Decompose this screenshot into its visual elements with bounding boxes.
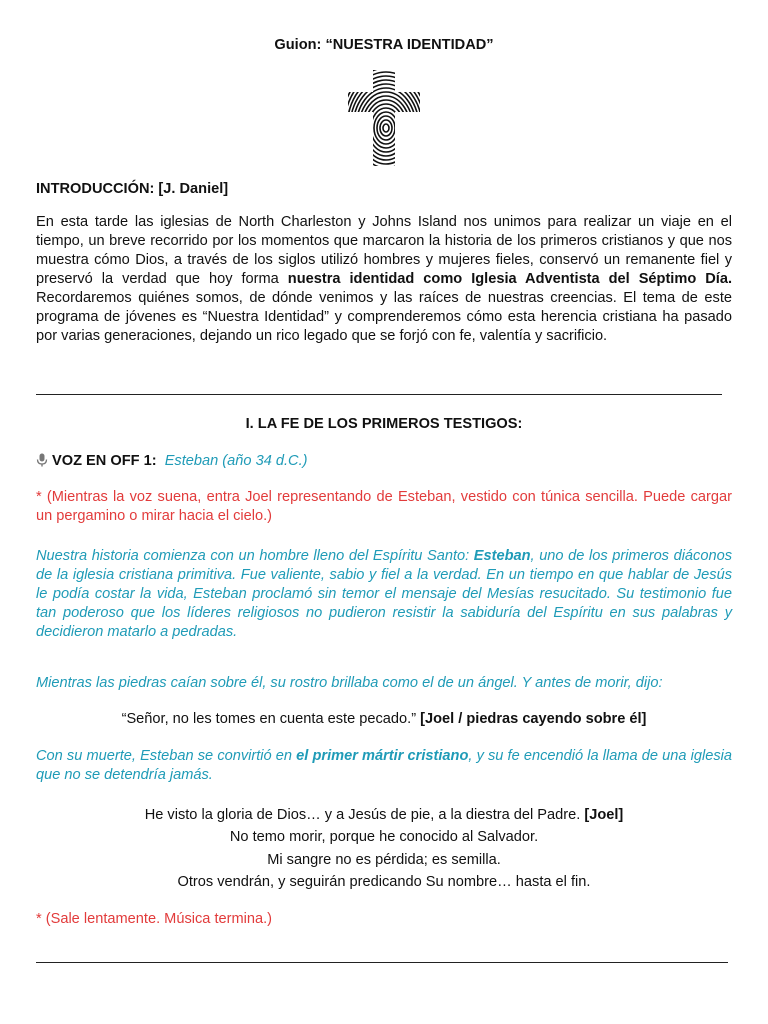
narration-3-end: , y su fe encendió la llama de una iglesia que no se detendría jamás. xyxy=(36,748,732,783)
document-title: Guion: “NUESTRA IDENTIDAD” xyxy=(274,37,494,53)
voice-over-line xyxy=(36,452,307,471)
voice-over-label: VOZ EN OFF 1: xyxy=(52,453,157,469)
intro-text-start: En esta tarde las iglesias de North Charleston y Johns Island nos unimos para realizar un viaje en el tiempo, un breve recorrido por los momentos que marcaron la historia de los primeros cristianos y que nos muestra cómo Dios, a través de los siglos utilizó hombres y mujeres fieles, conservó un remanente fiel y preservó la verdad que hoy forma xyxy=(36,214,732,287)
dialogue-line-3: Mi sangre no es pérdida; es semilla. xyxy=(267,852,501,868)
narration-1-bold: Esteban xyxy=(473,548,531,564)
voice-over-name: Esteban (año 34 d.C.) xyxy=(164,453,308,469)
narration-1 xyxy=(36,547,732,642)
intro-text-bold: nuestra identidad como Iglesia Adventista del Séptimo Día. xyxy=(287,271,732,287)
quote-text: “Señor, no les tomes en cuenta este pecado.” xyxy=(121,711,421,727)
fingerprint-cross-icon xyxy=(348,70,420,166)
quote-line xyxy=(0,710,768,729)
separator-line xyxy=(36,394,722,395)
intro-paragraph xyxy=(36,213,732,346)
dialogue-line-2: No temo morir, porque he conocido al Salvador. xyxy=(229,829,539,845)
microphone-icon xyxy=(36,453,48,467)
intro-heading: INTRODUCCIÓN: [J. Daniel] xyxy=(36,181,229,197)
stage-direction-2: * (Sale lentamente. Música termina.) xyxy=(36,911,273,927)
intro-text-end: Recordaremos quiénes somos, de dónde venimos y las raíces de nuestras creencias. El tema de este programa de jóvenes es “Nuestra Identidad” y comprenderemos cómo esta herencia cristiana ha pasado por varias generaciones, dejando un rico legado que se forjó con fe, valentía y sacrificio. xyxy=(36,290,732,344)
dialogue-tag: [Joel] xyxy=(584,807,624,823)
section-heading: I. LA FE DE LOS PRIMEROS TESTIGOS: xyxy=(245,416,523,432)
narration-3 xyxy=(36,747,732,785)
stage-direction-1: * (Mientras la voz suena, entra Joel representando de Esteban, vestido con túnica sencilla. Puede cargar un pergamino o mirar hacia el cielo.) xyxy=(36,489,732,524)
dialogue-text: He visto la gloria de Dios… y a Jesús de pie, a la diestra del Padre. xyxy=(144,807,585,823)
narration-3-bold: el primer mártir cristiano xyxy=(296,748,469,764)
quote-tag: [Joel / piedras cayendo sobre él] xyxy=(420,711,647,727)
dialogue-line-4: Otros vendrán, y seguirán predicando Su nombre… hasta el fin. xyxy=(177,874,591,890)
narration-2: Mientras las piedras caían sobre él, su rostro brillaba como el de un ángel. Y antes de morir, dijo: xyxy=(36,675,663,691)
narration-3-start: Con su muerte, Esteban se convirtió en xyxy=(36,748,297,764)
dialogue-line-1 xyxy=(0,806,768,825)
narration-1-start: Nuestra historia comienza con un hombre lleno del Espíritu Santo: xyxy=(36,548,474,564)
narration-1-end: , uno de los primeros diáconos de la iglesia cristiana primitiva. Fue valiente, sabio y fiel a la verdad. En un tiempo en que hablar de Jesús le podía costar la vida, Esteban proclamó sin temor el mensaje del Mesías resucitado. Su testimonio fue tan poderoso que los líderes religiosos no pudieron resistir la sabiduría del Espíritu en sus palabras y decidieron matarlo a pedradas. xyxy=(36,548,732,640)
separator-line-bottom xyxy=(36,962,728,963)
